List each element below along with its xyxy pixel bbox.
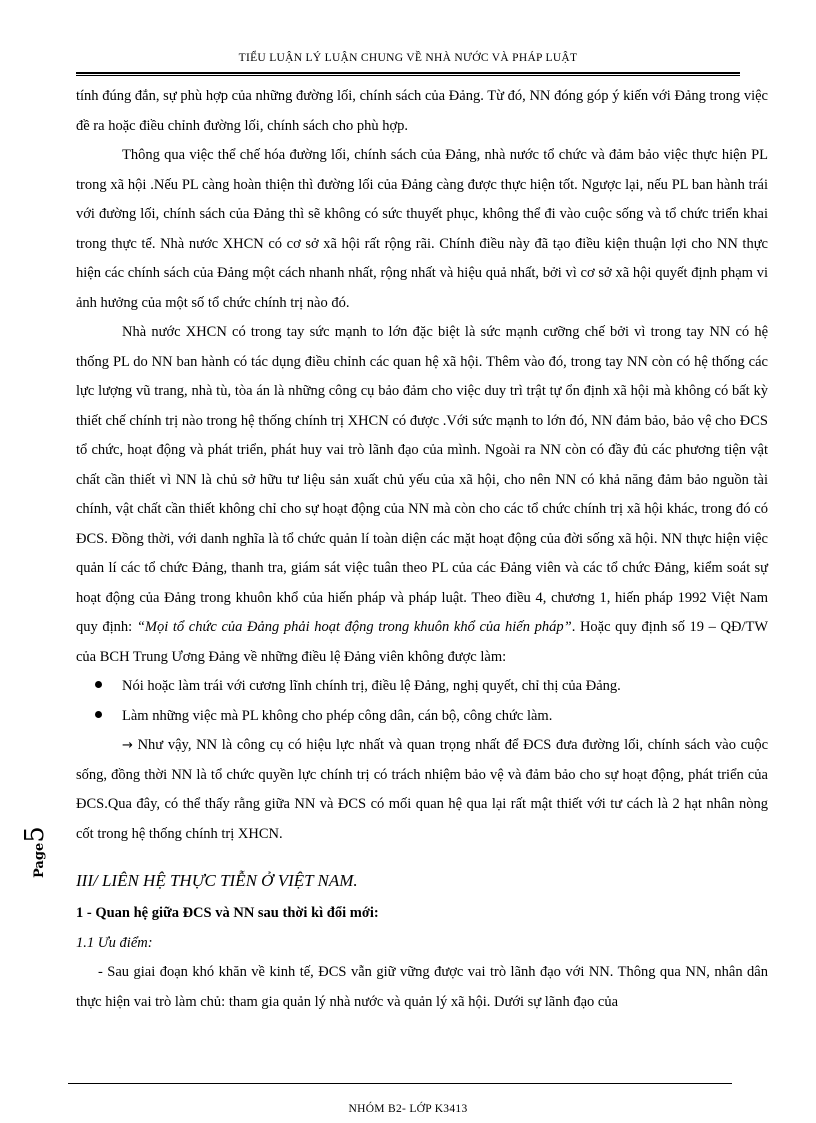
page-header: TIỂU LUẬN LÝ LUẬN CHUNG VỀ NHÀ NƯỚC VÀ PHÁP LUẬT [238, 52, 578, 64]
bullet-icon [76, 702, 122, 732]
paragraph-5: - Sau giai đoạn khó khăn về kinh tế, ĐCS vẫn giữ vững được vai trò lãnh đạo với NN. Thông qua NN, nhân dân thực hiện vai trò làm chủ: tham gia quản lý nhà nước và quản lý xã hội. Dưới sự lãnh đạo của [76, 964, 768, 1010]
sub-heading: 1 - Quan hệ giữa ĐCS và NN sau thời kì đổi mới: [76, 905, 379, 921]
paragraph-1: tính đúng đắn, sự phù hợp của những đường lối, chính sách của Đảng. Từ đó, NN đóng góp ý kiến với Đảng trong việc đề ra hoặc điều chỉnh đường lối, chính sách cho phù hợp. [76, 88, 768, 134]
paragraph-4 [76, 731, 768, 849]
paragraph-3 [76, 318, 768, 672]
bullet-icon [76, 672, 122, 702]
footer-rule [68, 1083, 732, 1084]
list-item-text: Làm những việc mà PL không cho phép công dân, cán bộ, công chức làm. [122, 707, 553, 724]
sub-sub-heading: 1.1 Ưu điểm: [76, 934, 153, 951]
page-label: Page [32, 842, 47, 878]
paragraph-3-text: Nhà nước XHCN có trong tay sức mạnh to lớn đặc biệt là sức mạnh cưỡng chế bởi vì trong tay NN có hệ thống PL do NN ban hành có tác dụng điều chỉnh các quan hệ xã hội. Thêm vào đó, trong tay NN còn có hệ thống các lực lượng vũ trang, nhà tù, tòa án là những công cụ bảo đảm cho việc duy trì trật tự ổn định xã hội mà không có bất kỳ thiết chế chính trị nào trong hệ thống chính trị XHCN có được .Với sức mạnh to lớn đó, NN đảm bảo, bảo vệ cho ĐCS tổ chức, hoạt động và phát triển, phát huy vai trò lãnh đạo của mình. Ngoài ra NN còn có đầy đủ các phương tiện vật chất cần thiết vì NN là chủ sở hữu tư liệu sản xuất chủ yếu của xã hội, cho nên NN có khả năng đảm bảo nguồn tài chính, vật chất cần thiết không chỉ cho sự hoạt động của NN mà còn cho các tổ chức chính trị xã hội khác, trong đó có ĐCS. Đồng thời, với danh nghĩa là tổ chức quản lí toàn diện các mặt hoạt động của đời sống xã hội. NN thực hiện việc quản lí các tổ chức Đảng, thanh tra, giám sát việc tuân theo PL của các Đảng viên và các tổ chức Đảng, kiểm soát sự hoạt động của Đảng trong khuôn khổ của hiến pháp và pháp luật. Theo điều 4, chương 1, hiến pháp 1992 Việt Nam quy định: [76, 324, 768, 635]
header-rule-thick [76, 72, 740, 74]
list-item [76, 672, 768, 702]
section-heading: III/ LIÊN HỆ THỰC TIỄN Ở VIỆT NAM. [76, 871, 358, 890]
list-item [76, 702, 768, 732]
page-footer: NHÓM B2- LỚP K3413 [348, 1103, 468, 1115]
paragraph-4-text: Như vậy, NN là công cụ có hiệu lực nhất và quan trọng nhất để ĐCS đưa đường lối, chính sách vào cuộc sống, đồng thời NN là tổ chức quyền lực chính trị có trách nhiệm bảo vệ và đảm bảo cho sự hoạt động, phát triển của ĐCS.Qua đây, có thể thấy rằng giữa NN và ĐCS có mối quan hệ qua lại rất mật thiết với tư cách là 2 hạt nhân nòng cốt trong hệ thống chính trị XHCN. [76, 737, 769, 842]
list-item-text: Nói hoặc làm trái với cương lĩnh chính trị, điều lệ Đảng, nghị quyết, chỉ thị của Đảng. [122, 678, 621, 694]
constitution-quote: “Mọi tổ chức của Đảng phải hoạt động trong khuôn khổ của hiến pháp” [136, 619, 572, 635]
page-number-value: 5 [20, 826, 50, 843]
page-number [6, 808, 50, 908]
paragraph-2: Thông qua việc thể chế hóa đường lối, chính sách của Đảng, nhà nước tổ chức và đảm bảo việc thực hiện PL trong xã hội .Nếu PL càng hoàn thiện thì đường lối của Đảng càng được thực hiện tốt. Ngược lại, nếu PL ban hành trái với đường lối, chính sách của Đảng thì sẽ không có sức thuyết phục, không thể đi vào cuộc sống và tổ chức triển khai trong thực tế. Nhà nước XHCN có cơ sở xã hội rất rộng rãi. Chính điều này đã tạo điều kiện thuận lợi cho NN thực hiện các chính sách của Đảng một cách nhanh nhất, rộng nhất và hiệu quả nhất, bởi vì cơ sở xã hội quyết định phạm vi ảnh hưởng của một số tổ chức chính trị nào đó. [76, 147, 768, 311]
header-rule-thin [76, 75, 740, 76]
arrow-right-icon: → [122, 738, 133, 753]
paragraph-3-tail: . Hoặc quy định số 19 – QĐ/TW của BCH Trung Ương Đảng về những điều lệ Đảng viên không được làm: [76, 619, 769, 665]
document-body [76, 82, 768, 1017]
